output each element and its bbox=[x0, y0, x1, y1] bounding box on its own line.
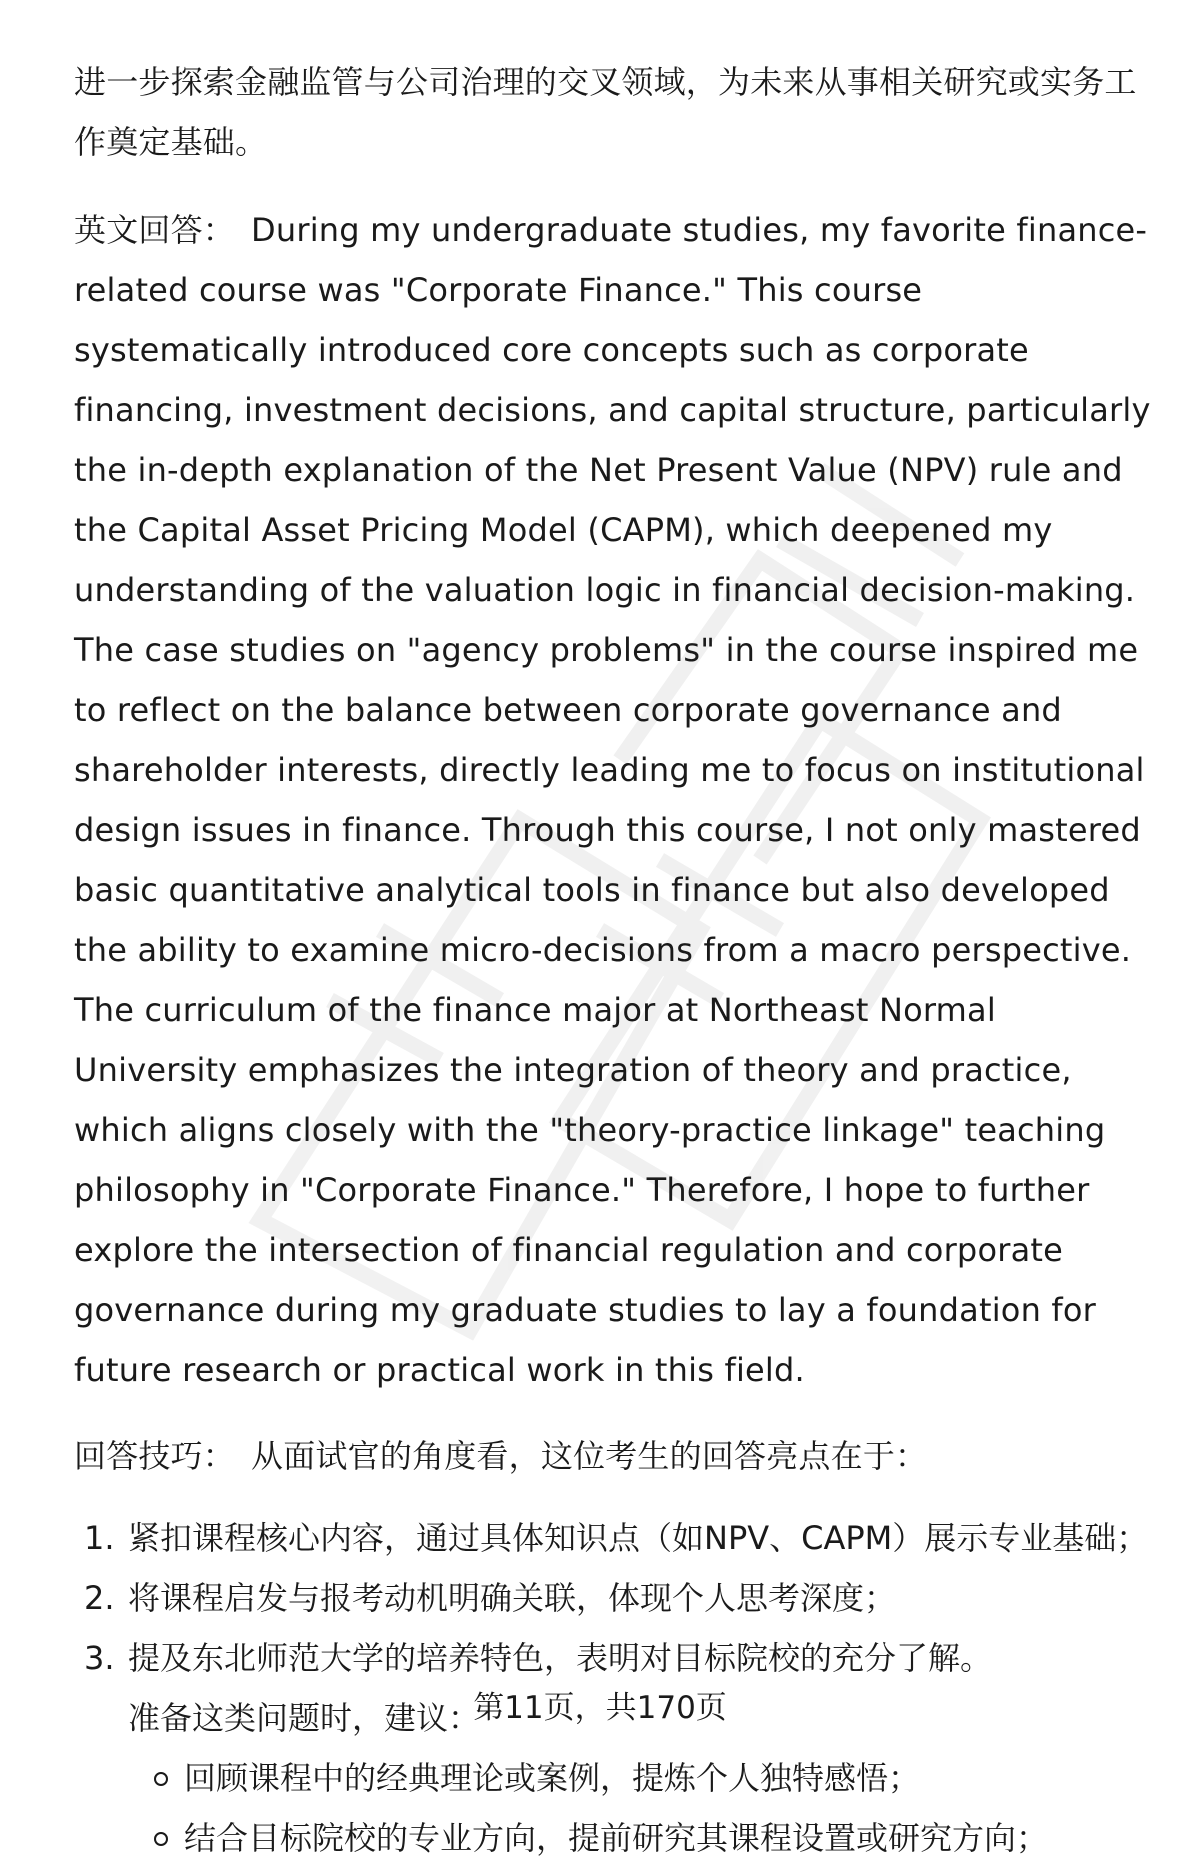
list-item bbox=[74, 1808, 1164, 1868]
english-answer-text: During my undergraduate studies, my favorite finance-related course was "Corporate Finance." This course systematically introduced core concepts such as corporate financing, investment decisions, and capital structure, particularly the in-depth explanation of the Net Present Value (NPV) rule and the Capital Asset Pricing Model (CAPM), which deepened my understanding of the valuation logic in financial decision-making. The case studies on "agency problems" in the course inspired me to reflect on the balance between corporate governance and shareholder interests, directly leading me to focus on institutional design issues in finance. Through this course, I not only mastered basic quantitative analytical tools in finance but also developed the ability to examine micro-decisions from a macro perspective. The curriculum of the finance major at Northeast Normal University emphasizes the integration of theory and practice, which aligns closely with the "theory-practice linkage" teaching philosophy in "Corporate Finance." Therefore, I hope to further explore the intersection of financial regulation and corporate governance during my graduate studies to lay a foundation for future research or practical work in this field. bbox=[74, 211, 1151, 1389]
list-item-number: 1. bbox=[84, 1519, 115, 1557]
intro-paragraph: 进一步探索金融监管与公司治理的交叉领域，为未来从事相关研究或实务工作奠定基础。 bbox=[74, 63, 1137, 161]
english-answer-paragraph bbox=[74, 200, 1164, 1400]
list-item-number: 2. bbox=[84, 1579, 115, 1617]
list-item bbox=[74, 1748, 1164, 1808]
highlight-points-list bbox=[74, 1508, 1164, 1688]
page-number-footer: 第11页，共170页 bbox=[473, 1690, 727, 1726]
list-item-number: 3. bbox=[84, 1639, 115, 1677]
tips-intro-text: 从面试官的角度看，这位考生的回答亮点在于： bbox=[251, 1437, 928, 1475]
list-item-text: 回顾课程中的经典理论或案例，提炼个人独特感悟； bbox=[184, 1759, 921, 1797]
circle-bullet-icon bbox=[154, 1832, 168, 1846]
list-item-text: 提及东北师范大学的培养特色，表明对目标院校的充分了解。 bbox=[128, 1639, 993, 1677]
english-answer-label: 英文回答： bbox=[74, 211, 236, 249]
tips-heading bbox=[74, 1426, 1164, 1486]
suggestion-heading: 准备这类问题时，建议： bbox=[128, 1699, 481, 1737]
list-item-text: 紧扣课程核心内容，通过具体知识点（如NPV、CAPM）展示专业基础； bbox=[128, 1519, 1149, 1557]
list-item bbox=[74, 1628, 1164, 1688]
tips-label: 回答技巧： bbox=[74, 1437, 236, 1475]
circle-bullet-icon bbox=[154, 1772, 168, 1786]
list-item-text: 将课程启发与报考动机明确关联，体现个人思考深度； bbox=[128, 1579, 897, 1617]
list-item-text: 结合目标院校的专业方向，提前研究其课程设置或研究方向； bbox=[184, 1819, 1049, 1857]
list-item bbox=[74, 1568, 1164, 1628]
list-item bbox=[74, 1508, 1164, 1568]
document-body bbox=[74, 52, 1164, 1868]
suggestions-list bbox=[74, 1748, 1164, 1868]
